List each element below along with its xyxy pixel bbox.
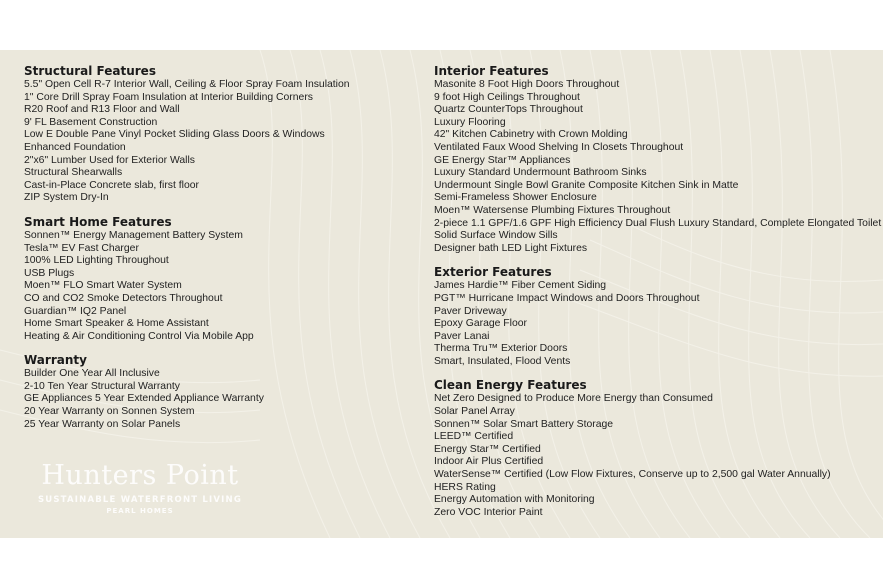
feature-item: Tesla™ EV Fast Charger bbox=[24, 242, 139, 254]
feature-item: Low E Double Pane Vinyl Pocket Sliding Glass Doors & Windows bbox=[24, 129, 325, 141]
feature-list bbox=[24, 230, 404, 343]
feature-item: Sonnen™ Solar Smart Battery Storage bbox=[434, 418, 614, 430]
feature-item: ZIP System Dry-In bbox=[24, 192, 109, 204]
feature-item: Moen™ Watersense Plumbing Fixtures Throughout bbox=[434, 204, 671, 216]
feature-item: Paver Driveway bbox=[434, 305, 507, 317]
feature-item: Designer bath LED Light Fixtures bbox=[434, 242, 588, 254]
section-heading: Exterior Features bbox=[434, 265, 552, 280]
feature-list bbox=[434, 79, 882, 255]
section-heading: Interior Features bbox=[434, 64, 549, 78]
feature-list bbox=[434, 280, 874, 368]
section-interior-features bbox=[434, 64, 882, 255]
feature-item: LEED™ Certified bbox=[434, 431, 514, 443]
feature-item: Therma Tru™ Exterior Doors bbox=[434, 343, 568, 355]
feature-item: CO and CO2 Smoke Detectors Throughout bbox=[24, 292, 223, 304]
feature-item: James Hardie™ Fiber Cement Siding bbox=[434, 280, 607, 292]
feature-item: 5.5" Open Cell R-7 Interior Wall, Ceiling & Floor Spray Foam Insulation bbox=[24, 79, 350, 90]
feature-item: Luxury Flooring bbox=[434, 116, 506, 128]
feature-item: 100% LED Lighting Throughout bbox=[24, 255, 169, 267]
feature-item: Luxury Standard Undermount Bathroom Sinks bbox=[434, 167, 647, 179]
feature-item: Energy Automation with Monitoring bbox=[434, 494, 595, 506]
feature-item: Heating & Air Conditioning Control Via Mobile App bbox=[24, 330, 254, 342]
brand-builder: PEARL HOMES bbox=[106, 507, 174, 515]
feature-item: Solid Surface Window Sills bbox=[434, 230, 558, 242]
feature-item: Ventilated Faux Wood Shelving In Closets Throughout bbox=[434, 141, 684, 153]
feature-item: Moen™ FLO Smart Water System bbox=[24, 280, 182, 292]
feature-item: Builder One Year All Inclusive bbox=[24, 368, 160, 380]
feature-item: R20 Roof and R13 Floor and Wall bbox=[24, 104, 180, 116]
section-smart-home-features bbox=[24, 215, 404, 343]
feature-sheet bbox=[0, 50, 883, 538]
feature-item: Smart, Insulated, Flood Vents bbox=[434, 355, 571, 367]
feature-item: 9 foot High Ceilings Throughout bbox=[434, 91, 580, 103]
brand-name: Hunters Point bbox=[41, 460, 239, 491]
feature-item: Structural Shearwalls bbox=[24, 167, 123, 179]
section-exterior-features bbox=[434, 265, 874, 368]
section-clean-energy-features bbox=[434, 378, 874, 519]
feature-list bbox=[24, 368, 404, 431]
feature-item: Home Smart Speaker & Home Assistant bbox=[24, 318, 209, 330]
section-heading: Structural Features bbox=[24, 64, 156, 78]
feature-item: Paver Lanai bbox=[434, 330, 490, 342]
feature-item: 9' FL Basement Construction bbox=[24, 116, 158, 128]
feature-item: 2-10 Ten Year Structural Warranty bbox=[24, 380, 180, 392]
feature-item: GE Energy Star™ Appliances bbox=[434, 154, 571, 166]
feature-item: PGT™ Hurricane Impact Windows and Doors Throughout bbox=[434, 292, 700, 304]
feature-item: Enhanced Foundation bbox=[24, 141, 126, 153]
feature-item: Net Zero Designed to Produce More Energy than Consumed bbox=[434, 393, 713, 405]
section-structural-features bbox=[24, 64, 404, 205]
feature-item: 20 Year Warranty on Sonnen System bbox=[24, 406, 195, 418]
feature-item: Semi-Frameless Shower Enclosure bbox=[434, 192, 597, 204]
feature-item: Quartz CounterTops Throughout bbox=[434, 104, 583, 116]
brand-logo bbox=[24, 460, 256, 515]
feature-item: Epoxy Garage Floor bbox=[434, 318, 527, 330]
feature-item: 2-piece 1.1 GPF/1.6 GPF High Efficiency Dual Flush Luxury Standard, Complete Elongated Toilet bbox=[434, 217, 882, 229]
feature-item: Indoor Air Plus Certified bbox=[434, 456, 544, 468]
feature-item: Sonnen™ Energy Management Battery System bbox=[24, 229, 243, 241]
section-warranty bbox=[24, 353, 404, 431]
feature-item: USB Plugs bbox=[24, 267, 75, 279]
feature-item: 25 Year Warranty on Solar Panels bbox=[24, 418, 181, 430]
feature-list bbox=[24, 79, 404, 205]
brand-tagline: SUSTAINABLE WATERFRONT LIVING bbox=[37, 495, 243, 505]
feature-list bbox=[434, 393, 874, 519]
feature-item: Undermount Single Bowl Granite Composite Kitchen Sink in Matte bbox=[434, 179, 739, 191]
feature-item: Zero VOC Interior Paint bbox=[434, 506, 543, 518]
feature-item: Solar Panel Array bbox=[434, 406, 515, 418]
feature-item: Energy Star™ Certified bbox=[434, 443, 541, 455]
feature-item: Cast-in-Place Concrete slab, first floor bbox=[24, 179, 199, 191]
feature-item: 2"x6" Lumber Used for Exterior Walls bbox=[24, 154, 195, 166]
feature-item: 1" Core Drill Spray Foam Insulation at Interior Building Corners bbox=[24, 91, 313, 103]
section-heading: Warranty bbox=[24, 353, 87, 368]
feature-item: Masonite 8 Foot High Doors Throughout bbox=[434, 79, 620, 90]
feature-item: Guardian™ IQ2 Panel bbox=[24, 305, 127, 317]
feature-item: 42" Kitchen Cabinetry with Crown Molding bbox=[434, 129, 628, 141]
left-column bbox=[24, 64, 404, 441]
right-column bbox=[434, 64, 882, 529]
feature-item: WaterSense™ Certified (Low Flow Fixtures, Conserve up to 2,500 gal Water Annually) bbox=[434, 469, 831, 481]
section-heading: Smart Home Features bbox=[24, 214, 172, 229]
feature-item: HERS Rating bbox=[434, 481, 496, 493]
section-heading: Clean Energy Features bbox=[434, 378, 587, 393]
feature-item: GE Appliances 5 Year Extended Appliance Warranty bbox=[24, 393, 264, 405]
